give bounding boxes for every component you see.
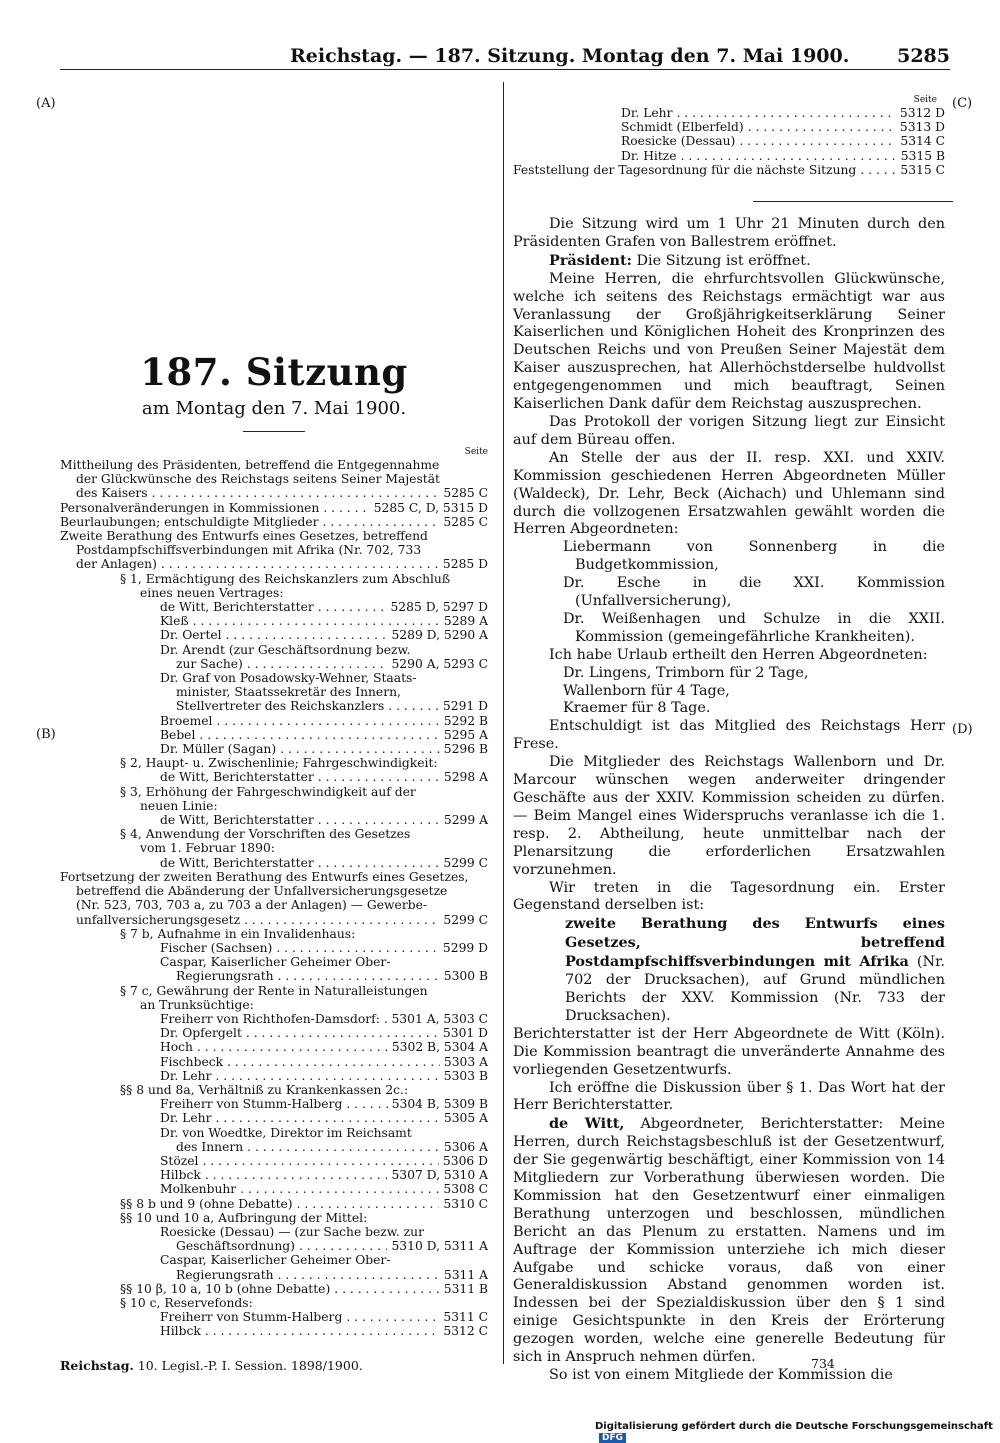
toc-entry-page: 5303 A xyxy=(443,1054,488,1069)
toc-entry-text: Regierungsrath . . . xyxy=(176,969,440,983)
title-rule xyxy=(243,431,305,432)
toc-entry xyxy=(60,572,488,586)
toc-entry-text: betreffend die Abänderung der Unfallversicherungsgesetze xyxy=(76,884,448,899)
toc-entry xyxy=(60,1069,488,1083)
toc-entry xyxy=(60,501,488,515)
toc-entry-page: 5285 D xyxy=(442,557,488,572)
toc-entry-text: Hilbck . . . xyxy=(160,1324,439,1338)
toc-entry-page: 5313 D xyxy=(899,120,945,135)
toc-entry xyxy=(60,770,488,784)
toc-entry xyxy=(513,120,945,134)
toc-entry xyxy=(60,543,488,557)
toc-entry xyxy=(60,1310,488,1324)
paragraph xyxy=(513,1026,945,1080)
toc-entry-page: 5306 D xyxy=(442,1153,488,1168)
agenda-item-title: zweite Berathung des Entwurfs eines Gesetzes, betreffend Postdampfschiffsverbindungen mit Afrika xyxy=(565,915,945,971)
footer xyxy=(60,1358,488,1373)
toc-entry-text: Bebel . . . xyxy=(160,728,440,742)
paragraph xyxy=(513,880,945,916)
page-header xyxy=(60,45,950,70)
toc-entry-page: 5299 D xyxy=(442,940,488,955)
toc-entry xyxy=(60,586,488,600)
toc-entry xyxy=(60,1026,488,1040)
toc-entry xyxy=(60,1168,488,1182)
toc-entry xyxy=(60,1197,488,1211)
toc-entry xyxy=(60,486,488,500)
paragraph-text: Die Mitglieder des Reichstags Wallenborn und Dr. Marcour wünschen wegen anderweiter dringender Geschäfte aus der XXIV. Kommission scheiden zu dürfen. — Beim Mangel eines Widerspruchs veranlasse ich die 1. resp. 2. Abtheilung, heute unmittelbar nach der Plenarsitzung die erforderlichen Ersatzwahlen vorzunehmen. xyxy=(513,754,945,878)
toc-entry-text: de Witt, Berichterstatter . . . xyxy=(160,770,440,784)
toc-entry-text: des Kaisers . . . xyxy=(76,486,439,500)
toc-entry-page: 5315 C xyxy=(900,162,945,177)
toc-entry-text: § 3, Erhöhung der Fahrgeschwindigkeit auf der xyxy=(120,784,416,799)
footer-label: Reichstag. xyxy=(60,1358,134,1373)
toc-entry xyxy=(60,1097,488,1111)
toc-entry xyxy=(60,472,488,486)
toc-entry-text: Schmidt (Elberfeld) . . . xyxy=(621,120,896,134)
toc-entry xyxy=(60,884,488,898)
toc-entry-text: Personalveränderungen in Kommissionen . . . xyxy=(60,501,370,515)
toc-entry-text: minister, Staatssekretär des Innern, xyxy=(176,685,401,700)
toc-entry xyxy=(60,628,488,642)
toc-entry xyxy=(60,1111,488,1125)
paragraph-text: Dr. Weißenhagen und Schulze in die XXII. Kommission (gemeingefährliche Krankheiten). xyxy=(563,610,945,645)
toc-entry xyxy=(60,870,488,884)
toc-entry-text: Roesicke (Dessau) . . . xyxy=(621,134,896,148)
table-of-contents-continued xyxy=(513,106,945,177)
paragraph xyxy=(513,539,945,575)
toc-entry-text: Geschäftsordnung) . . . xyxy=(176,1239,387,1253)
toc-entry-text: Kleß . . . xyxy=(160,614,440,628)
toc-entry-page: 5289 A xyxy=(443,614,488,629)
toc-entry-text: Dr. Hitze . . . xyxy=(621,149,897,163)
toc-entry-page: 5285 C, D, 5315 D xyxy=(373,500,488,515)
digitization-text: Digitalisierung gefördert durch die Deutsche Forschungsgemeinschaft xyxy=(595,1421,993,1432)
paragraph xyxy=(513,414,945,450)
left-column xyxy=(60,82,488,1339)
toc-entry-text: Fischbeck . . . xyxy=(160,1055,440,1069)
toc-entry-page: 5315 B xyxy=(900,148,945,163)
paragraph xyxy=(513,1367,945,1385)
toc-entry-text: Roesicke (Dessau) — (zur Sache bezw. zur xyxy=(160,1224,424,1239)
paragraph xyxy=(513,611,945,647)
toc-entry xyxy=(60,515,488,529)
toc-entry xyxy=(60,813,488,827)
toc-entry xyxy=(60,1324,488,1338)
toc-entry xyxy=(60,643,488,657)
paragraph-text: Die Sitzung wird um 1 Uhr 21 Minuten durch den Präsidenten Grafen von Ballestrem eröffnet. xyxy=(513,216,945,250)
toc-entry xyxy=(60,1268,488,1282)
toc-entry-page: 5290 A, 5293 C xyxy=(391,656,488,671)
toc-entry-page: 5314 C xyxy=(900,134,945,149)
toc-entry-text: Broemel . . . xyxy=(160,714,440,728)
toc-entry xyxy=(60,756,488,770)
running-title: Reichstag. — 187. Sitzung. Montag den 7. Mai 1900. xyxy=(290,45,850,67)
toc-entry xyxy=(60,1182,488,1196)
paragraph-text: Wallenborn für 4 Tage, xyxy=(563,682,730,699)
paragraph-text: Berichterstatter ist der Herr Abgeordnete de Witt (Köln). Die Kommission beantragt die unveränderte Annahme des vorliegenden Gesetzentwurfs. xyxy=(513,1025,945,1078)
paragraph-text: Liebermann von Sonnenberg in die Budgetkommission, xyxy=(563,539,945,574)
toc-entry-text: Freiherr von Stumm-Halberg . . . xyxy=(160,1310,439,1324)
toc-entry xyxy=(60,742,488,756)
toc-entry-text: Hilbck . . . xyxy=(160,1168,387,1182)
margin-mark-a: (A) xyxy=(36,96,56,111)
toc-entry xyxy=(60,913,488,927)
toc-entry-page: 5301 D xyxy=(442,1026,488,1041)
paragraph xyxy=(513,915,945,1025)
toc-entry-text: Freiherr von Stumm-Halberg . . . xyxy=(160,1097,388,1111)
toc-entry xyxy=(60,671,488,685)
toc-entry-text: Freiherr von Richthofen-Damsdorf: . . . xyxy=(160,1012,387,1026)
margin-mark-d: (D) xyxy=(952,722,973,737)
toc-entry-page: 5308 C xyxy=(443,1182,488,1197)
toc-entry-text: de Witt, Berichterstatter . . . xyxy=(160,600,386,614)
digitization-note xyxy=(595,1421,1000,1443)
toc-entry xyxy=(60,1055,488,1069)
session-proceedings xyxy=(513,216,945,1385)
toc-entry xyxy=(60,1225,488,1239)
toc-entry-text: Caspar, Kaiserlicher Geheimer Ober- xyxy=(160,1253,391,1268)
toc-entry-text: unfallversicherungsgesetz . . . xyxy=(76,913,439,927)
seite-label: Seite xyxy=(464,447,488,457)
footer-text: 10. Legisl.-P. I. Session. 1898/1900. xyxy=(133,1358,363,1373)
toc-entry-text: Molkenbuhr . . . xyxy=(160,1182,439,1196)
toc-entry-page: 5298 A xyxy=(443,770,488,785)
toc-entry-text: der Anlagen) . . . xyxy=(76,557,439,571)
toc-entry xyxy=(60,1253,488,1267)
toc-entry xyxy=(60,969,488,983)
toc-entry-page: 5300 B xyxy=(443,969,488,984)
toc-entry xyxy=(60,827,488,841)
toc-entry xyxy=(60,699,488,713)
toc-entry-text: Postdampfschiffsverbindungen mit Afrika (Nr. 702, 733 xyxy=(76,543,422,558)
toc-entry xyxy=(60,1239,488,1253)
toc-entry-text: des Innern . . . xyxy=(176,1140,440,1154)
toc-entry-text: Beurlaubungen; entschuldigte Mitglieder . . . xyxy=(60,515,439,529)
toc-entry xyxy=(60,856,488,870)
toc-entry-text: §§ 8 und 8a, Verhältniß zu Krankenkassen 2c.: xyxy=(120,1082,409,1097)
toc-entry-text: Dr. Lehr . . . xyxy=(160,1111,440,1125)
paragraph xyxy=(513,575,945,611)
paragraph-text: Kraemer für 8 Tage. xyxy=(563,700,711,717)
toc-entry xyxy=(513,134,945,148)
toc-entry-page: 5307 D, 5310 A xyxy=(391,1168,488,1183)
toc-entry xyxy=(60,728,488,742)
toc-entry-page: 5295 A xyxy=(443,727,488,742)
dfg-logo: DFG xyxy=(599,1433,626,1443)
right-column xyxy=(513,82,945,1385)
session-date: am Montag den 7. Mai 1900. xyxy=(141,398,407,419)
toc-entry-text: §§ 10 β, 10 a, 10 b (ohne Debatte) . . . xyxy=(120,1282,440,1296)
toc-entry-text: (Nr. 523, 703, 703 a, zu 703 a der Anlagen) — Gewerbe- xyxy=(76,898,428,913)
speaker-name: de Witt, xyxy=(549,1115,625,1133)
toc-entry xyxy=(60,600,488,614)
toc-entry xyxy=(60,1126,488,1140)
toc-entry-page: 5304 B, 5309 B xyxy=(391,1097,488,1112)
column-divider xyxy=(503,82,504,1364)
margin-mark-b: (B) xyxy=(36,727,56,742)
toc-entry-page: 5292 B xyxy=(443,713,488,728)
paragraph-text: So ist von einem Mitgliede der Kommission die xyxy=(549,1367,893,1384)
toc-entry-text: Dr. Graf von Posadowsky-Wehner, Staats- xyxy=(160,671,417,686)
toc-entry-page: 5299 C xyxy=(443,855,488,870)
section-rule xyxy=(753,201,953,202)
sheet-number: 734 xyxy=(811,1356,835,1371)
toc-entry-text: §§ 10 und 10 a, Aufbringung der Mittel: xyxy=(120,1210,368,1225)
toc-entry-page: 5312 C xyxy=(443,1324,488,1339)
paragraph-text: Ich eröffne die Diskussion über § 1. Das Wort hat der Herr Berichterstatter. xyxy=(513,1079,945,1114)
toc-entry-text: Dr. Müller (Sagan) . . . xyxy=(160,742,440,756)
toc-entry-page: 5310 D, 5311 A xyxy=(391,1239,488,1254)
paragraph-text: Die Sitzung ist eröffnet. xyxy=(631,252,811,269)
toc-entry xyxy=(60,1211,488,1225)
seite-label-right: Seite xyxy=(913,95,937,105)
toc-entry xyxy=(60,799,488,813)
toc-entry xyxy=(60,1154,488,1168)
paragraph-text: Abgeordneter, Berichterstatter: Meine Herren, durch Reichstagsbeschluß ist der Gesetzentwurf, der Sie gegenwärtig beschäftigt, einer Kommission von 14 Mitgliedern zur Vorberathung überwiesen worden. Die Kommission hat den Gesetzentwurf einer einmaligen Berathung unterzogen und beschlossen, mündlichen Bericht an das Plenum zu erstatten. Namens und im Auftrage der Kommission unterziehe ich mich dieser Aufgabe und schicke voraus, daß von einer Generaldiskussion Abstand genommen worden ist. Indessen bei der Spezialdiskussion über den § 1 sind einige Gesichtspunkte in den Kreis der Erörterung gezogen worden, welche eine generelle Bedeutung für sich in Anspruch nehmen dürfen. xyxy=(513,1116,945,1366)
toc-entry-text: Fischer (Sachsen) . . . xyxy=(160,941,439,955)
toc-entry xyxy=(60,1296,488,1310)
paragraph-text: Meine Herren, die ehrfurchtsvollen Glückwünsche, welche ich seitens des Reichstags ermächtigt war aus Veranlassung der Großjährigkeitserklärung Seiner Kaiserlichen und Königlichen Hoheit des Kronprinzen des Deutschen Reichs und von Preußen Seiner Majestät dem Kaiser auszusprechen, hat Allerhöchstderselbe huldvollst entgegengenommen und mich beauftragt, Seinen Kaiserlichen Dank dafür dem Reichstag auszusprechen. xyxy=(513,270,945,413)
toc-entry xyxy=(60,458,488,472)
paragraph-text: Wir treten in die Tagesordnung ein. Erster Gegenstand derselben ist: xyxy=(513,879,945,914)
toc-entry-text: eines neuen Vertrages: xyxy=(140,585,284,600)
toc-entry-text: § 2, Haupt- u. Zwischenlinie; Fahrgeschwindigkeit: xyxy=(120,756,438,771)
toc-entry xyxy=(60,1140,488,1154)
toc-entry xyxy=(60,984,488,998)
toc-entry-text: neuen Linie: xyxy=(140,798,218,813)
toc-entry xyxy=(60,785,488,799)
toc-entry-page: 5285 C xyxy=(443,486,488,501)
toc-entry xyxy=(60,657,488,671)
paragraph-text: Dr. Lingens, Trimborn für 2 Tage, xyxy=(563,664,809,681)
session-title: 187. Sitzung xyxy=(140,350,408,394)
toc-entry xyxy=(60,1282,488,1296)
table-of-contents xyxy=(60,458,488,1339)
toc-entry xyxy=(60,614,488,628)
toc-entry-page: 5301 A, 5303 C xyxy=(391,1011,488,1026)
paragraph xyxy=(513,665,945,683)
toc-entry xyxy=(513,163,945,177)
toc-entry-page: 5312 D xyxy=(899,106,945,120)
toc-entry-text: zur Sache) . . . xyxy=(176,657,387,671)
toc-entry-page: 5303 B xyxy=(443,1068,488,1083)
paragraph-text: (Nr. 702 der Drucksachen), auf Grund mündlichen Berichts der XXV. Kommission (Nr. 733 der Drucksachen). xyxy=(565,954,946,1024)
toc-entry xyxy=(60,941,488,955)
paragraph-text: Dr. Esche in die XXI. Kommission (Unfallversicherung), xyxy=(563,575,945,610)
toc-entry-text: vom 1. Februar 1890: xyxy=(140,841,275,856)
toc-entry-page: 5306 A xyxy=(443,1139,488,1154)
toc-entry xyxy=(60,557,488,571)
toc-entry-page: 5311 A xyxy=(443,1267,488,1282)
toc-entry xyxy=(513,106,945,120)
toc-entry-text: Dr. Lehr . . . xyxy=(160,1069,440,1083)
toc-entry xyxy=(60,955,488,969)
paragraph xyxy=(513,252,945,271)
paragraph xyxy=(513,754,945,879)
paragraph-text: An Stelle der aus der II. resp. XXI. und XXIV. Kommission geschiedenen Herren Abgeordneten Müller (Waldeck), Dr. Lehr, Beck (Aichach) und Uhlemann sind durch die vollzogenen Ersatzwahlen gewählt worden die Herren Abgeordneten: xyxy=(513,449,945,538)
toc-entry xyxy=(60,714,488,728)
toc-entry-text: Stellvertreter des Reichskanzlers . . . xyxy=(176,699,439,713)
toc-entry-text: de Witt, Berichterstatter . . . xyxy=(160,813,440,827)
toc-entry xyxy=(60,998,488,1012)
toc-entry-text: §§ 8 b und 9 (ohne Debatte) . . . xyxy=(120,1197,439,1211)
toc-entry-page: 5285 C xyxy=(443,514,488,529)
paragraph xyxy=(513,1080,945,1116)
toc-entry-text: Fortsetzung der zweiten Berathung des Entwurfs eines Gesetzes, xyxy=(60,869,469,884)
paragraph xyxy=(513,718,945,754)
toc-entry-text: de Witt, Berichterstatter . . . xyxy=(160,856,439,870)
toc-entry-text: Stözel . . . xyxy=(160,1154,439,1168)
toc-entry-page: 5285 D, 5297 D xyxy=(390,600,488,615)
paragraph xyxy=(513,271,945,414)
toc-entry-text: Dr. Lehr . . . xyxy=(621,106,896,120)
toc-entry-page: 5299 A xyxy=(443,813,488,828)
toc-entry-text: Dr. von Woedtke, Direktor im Reichsamt xyxy=(160,1125,412,1140)
paragraph xyxy=(513,683,945,701)
toc-entry-text: an Trunksüchtige: xyxy=(140,997,254,1012)
toc-entry-text: Regierungsrath . . . xyxy=(176,1268,440,1282)
toc-entry xyxy=(60,1012,488,1026)
toc-entry-page: 5311 C xyxy=(443,1310,488,1325)
paragraph xyxy=(513,700,945,718)
toc-entry-page: 5291 D xyxy=(442,699,488,714)
toc-entry-page: 5299 C xyxy=(443,912,488,927)
toc-entry-text: Zweite Berathung des Entwurfs eines Gesetzes, betreffend xyxy=(60,529,428,544)
paragraph-text: Das Protokoll der vorigen Sitzung liegt zur Einsicht auf dem Büreau offen. xyxy=(513,413,945,448)
toc-entry-text: Hoch . . . xyxy=(160,1040,388,1054)
toc-entry-text: § 4, Anwendung der Vorschriften des Gesetzes xyxy=(120,827,411,842)
toc-entry-text: Caspar, Kaiserlicher Geheimer Ober- xyxy=(160,955,391,970)
paragraph-text: Entschuldigt ist das Mitglied des Reichstags Herr Frese. xyxy=(513,718,945,753)
toc-entry-page: 5310 C xyxy=(443,1196,488,1211)
toc-entry-text: § 10 c, Reservefonds: xyxy=(120,1295,253,1310)
page-number: 5285 xyxy=(897,45,950,67)
toc-entry-page: 5305 A xyxy=(443,1111,488,1126)
toc-entry-text: § 7 c, Gewährung der Rente in Naturalleistungen xyxy=(120,983,428,998)
toc-entry-page: 5311 B xyxy=(443,1281,488,1296)
paragraph-text: Ich habe Urlaub ertheilt den Herren Abgeordneten: xyxy=(549,646,928,663)
toc-entry xyxy=(60,927,488,941)
toc-entry-text: der Glückwünsche des Reichstags seitens Seiner Majestät xyxy=(76,472,440,487)
toc-entry xyxy=(60,529,488,543)
paragraph xyxy=(513,1115,945,1367)
toc-entry-text: Feststellung der Tagesordnung für die nächste Sitzung . . . xyxy=(513,163,896,177)
paragraph xyxy=(513,216,945,252)
toc-entry-page: 5302 B, 5304 A xyxy=(391,1040,488,1055)
toc-entry-text: Dr. Arendt (zur Geschäftsordnung bezw. xyxy=(160,642,411,657)
toc-entry-text: § 7 b, Aufnahme in ein Invalidenhaus: xyxy=(120,926,356,941)
toc-entry xyxy=(60,1083,488,1097)
toc-entry-page: 5296 B xyxy=(443,742,488,757)
toc-entry-page: 5289 D, 5290 A xyxy=(391,628,488,643)
toc-entry-text: Dr. Oertel . . . xyxy=(160,628,387,642)
margin-mark-c: (C) xyxy=(952,96,973,111)
toc-entry-text: Dr. Opfergelt . . . xyxy=(160,1026,439,1040)
toc-entry-text: Mittheilung des Präsidenten, betreffend die Entgegennahme xyxy=(60,458,440,472)
paragraph xyxy=(513,647,945,665)
paragraph xyxy=(513,450,945,540)
speaker-name: Präsident: xyxy=(549,251,632,269)
toc-entry xyxy=(60,898,488,912)
toc-entry-text: § 1, Ermächtigung des Reichskanzlers zum Abschluß xyxy=(120,571,451,586)
toc-entry xyxy=(60,1040,488,1054)
toc-entry xyxy=(513,149,945,163)
toc-entry xyxy=(60,841,488,855)
toc-entry xyxy=(60,685,488,699)
